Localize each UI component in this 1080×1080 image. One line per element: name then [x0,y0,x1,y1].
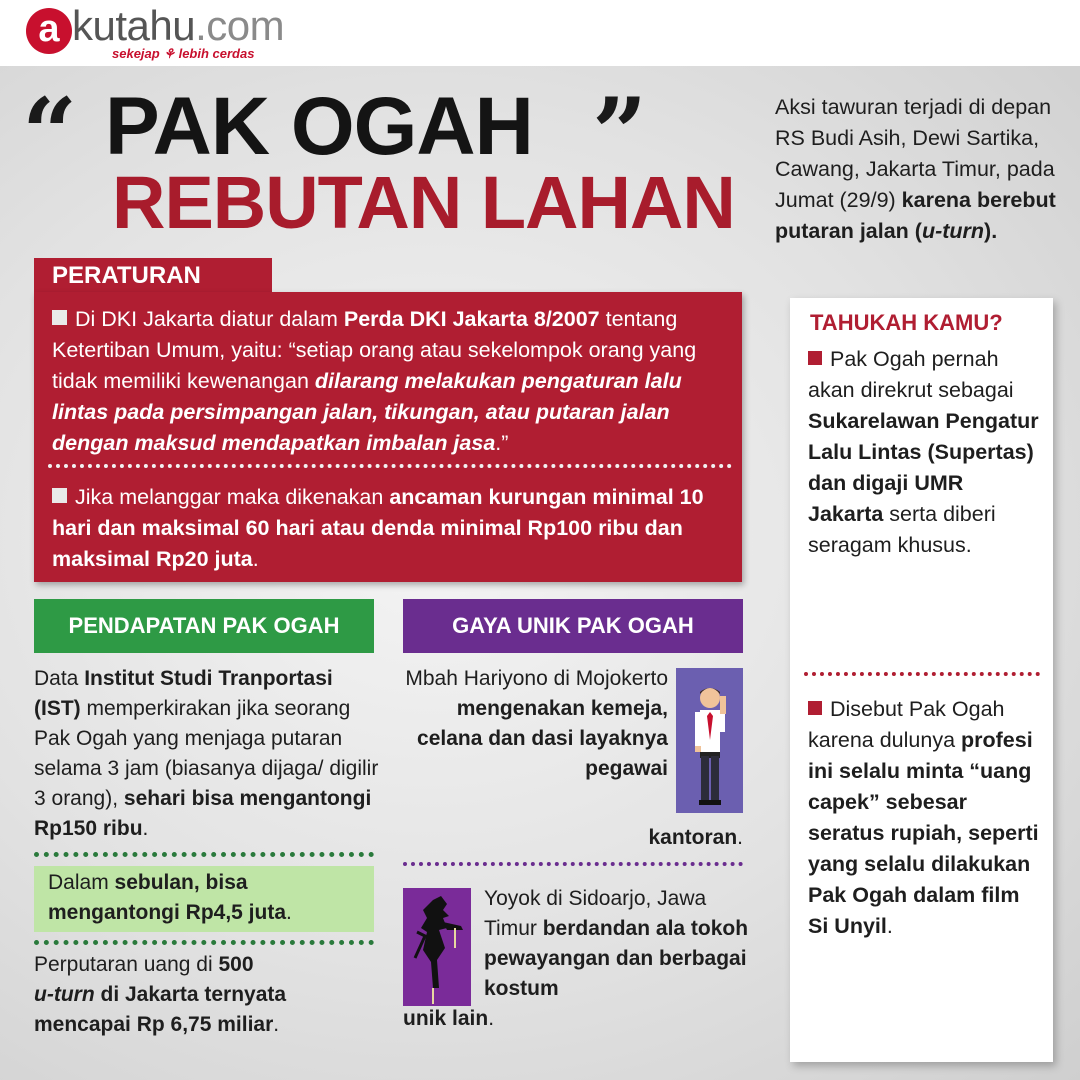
style-paragraph-1-tail [600,823,743,853]
style-p2-costume: berdandan ala tokoh pewayangan dan berbagai kostum [484,917,749,1000]
bullet-square-icon [52,488,67,503]
office-worker-icon [676,668,743,813]
income-p2-a: Dalam [48,871,115,894]
wayang-figure [403,888,471,1006]
title-line-1: PAK OGAH [105,81,533,172]
facts-paragraph-1 [808,344,1043,561]
style-divider [403,862,743,866]
style-p2-a: Yoyok di Sidoarjo, Jawa Timur [484,887,707,940]
style-heading: GAYA UNIK PAK OGAH [403,599,743,653]
rules-p1-e: .” [495,431,509,455]
facts-divider [804,672,1040,676]
wayang-puppet-icon [403,888,471,1006]
income-p2-monthly: sebulan, bisa mengantongi Rp4,5 juta [48,871,287,924]
rules-p1-a: Di DKI Jakarta diatur dalam [75,307,344,331]
style-paragraph-2-tail [403,1004,603,1034]
style-paragraph-2 [484,884,749,1004]
income-p1-a: Data [34,667,85,690]
facts-heading: TAHUKAH KAMU? [810,310,1003,335]
rules-divider [48,464,732,468]
rules-p1-prohibition: dilarang melakukan pengaturan lalu lintas pada persimpangan jalan, tikungan, atau putaran jalan dengan maksud mendapatkan imbalan jasa [52,369,682,455]
bullet-square-icon [808,701,822,715]
facts-p2-c: . [886,914,893,938]
style-p2-c: unik lain [403,1007,489,1030]
bullet-square-icon [808,351,822,365]
rules-p2-a: Jika melanggar maka dikenakan [75,485,390,509]
intro-tail: ). [984,219,998,243]
income-p1-ist: Institut Studi Tranportasi (IST) [34,667,333,720]
style-p1-outfit: mengenakan kemeja, celana dan dasi layaknya pegawai [417,697,668,780]
facts-p2-origin: profesi ini selalu minta “uang capek” sebesar seratus rupiah, seperti yang selalu dilakukan Pak Ogah dalam film Si Unyil [808,728,1039,938]
income-p3-e: . [273,1013,280,1036]
intro-text [775,92,1065,247]
rules-paragraph-1 [52,304,732,459]
facts-p2-a: Disebut Pak Ogah karena dulunya [808,697,1005,752]
style-paragraph-1 [403,664,668,784]
income-p2-c: . [286,901,292,924]
facts-p1-c: serta diberi seragam khusus. [808,502,996,557]
logo-tagline: sekejap ⚘ lebih cerdas [112,46,255,61]
facts-paragraph-2 [808,694,1043,942]
logo-name: kutahu [72,2,196,49]
facts-p1-supertas: Sukarelawan Pengatur Lalu Lintas (Supertas) dan digaji UMR Jakarta [808,409,1039,526]
rules-paragraph-2 [52,482,732,575]
logo-wordmark [72,2,284,50]
style-p1-a: Mbah Hariyono di Mojokerto [405,667,668,690]
rules-p2-penalty: ancaman kurungan minimal 10 hari dan maksimal 60 hari atau denda minimal Rp100 ribu dan maksimal Rp20 juta [52,485,704,571]
intro-plain: Aksi tawuran terjadi di depan RS Budi Asih, Dewi Sartika, Cawang, Jakarta Timur, pada Jumat (29/9) [775,95,1055,212]
rules-p1-c: tentang Ketertiban Umum, yaitu: “setiap orang atau sekelompok orang yang tidak memiliki kewenangan [52,307,697,393]
style-p1-c: kantoran [648,826,738,849]
income-paragraph-1 [34,664,384,844]
bullet-square-icon [52,310,67,325]
income-paragraph-3 [34,950,384,1040]
income-divider-1 [34,852,374,857]
income-p3-total: di Jakarta ternyata mencapai Rp 6,75 miliar [34,983,287,1036]
rules-p2-c: . [252,547,259,571]
rules-heading: PERATURAN [52,262,201,289]
intro-uturn: u-turn [921,219,985,243]
logo-icon: a [26,8,72,54]
income-divider-2 [34,940,374,945]
title-quote-close: ” [592,77,648,190]
style-p2-d: . [488,1007,495,1030]
intro-bold: karena berebut putaran jalan ( [775,188,1056,243]
logo-tld: .com [195,2,285,49]
income-paragraph-2 [48,868,374,928]
income-p3-count: 500 [218,953,254,976]
income-p3-a: Perputaran uang di [34,953,219,976]
income-p1-e: . [142,817,149,840]
facts-p1-a: Pak Ogah pernah akan direkrut sebagai [808,347,1014,402]
income-p1-daily: sehari bisa mengantongi Rp150 ribu [34,787,372,840]
income-heading: PENDAPATAN PAK OGAH [34,599,374,653]
income-p1-c: memperkirakan jika seorang Pak Ogah yang menjaga putaran selama 3 jam (biasanya dijaga/ digilir 3 orang), [34,697,379,810]
rules-p1-perda: Perda DKI Jakarta 8/2007 [343,307,600,331]
income-p3-uturn: u-turn [34,983,95,1006]
office-worker-figure [676,668,743,813]
style-p1-d: . [737,826,743,849]
title-quote-open: “ [22,77,78,190]
title-line-2: REBUTAN LAHAN [112,161,735,244]
